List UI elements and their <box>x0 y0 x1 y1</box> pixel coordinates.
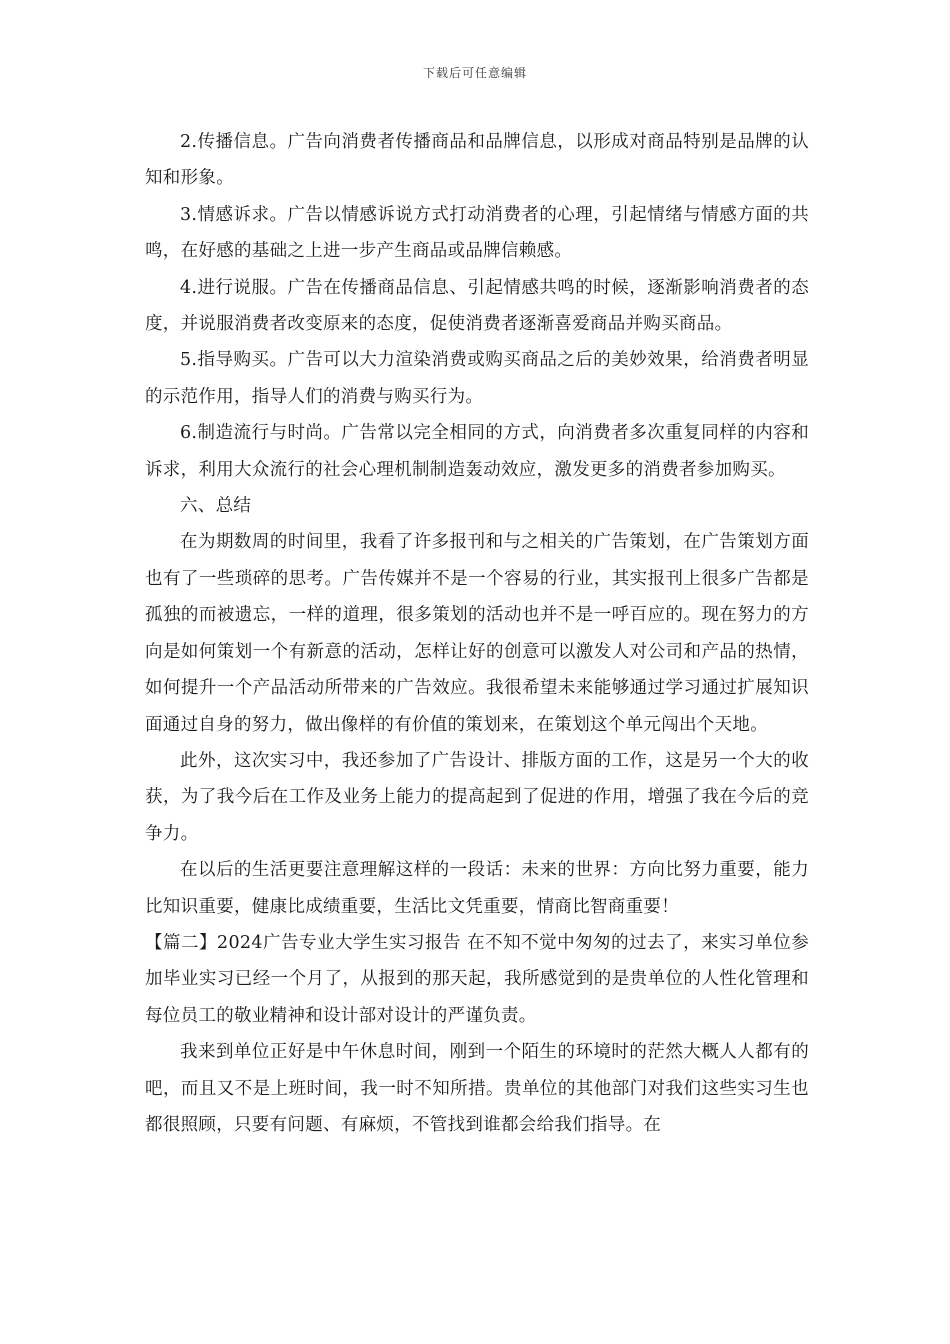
paragraph-create-trends: 6.制造流行与时尚。广告常以完全相同的方式，向消费者多次重复同样的内容和诉求，利用大众流行的社会心理机制制造轰动效应，激发更多的消费者参加购买。 <box>145 423 809 480</box>
paragraph-emotional-appeal: 3.情感诉求。广告以情感诉说方式打动消费者的心理，引起情绪与情感方面的共鸣，在好感的基础之上进一步产生商品或品牌信赖感。 <box>145 204 809 262</box>
document-body <box>145 124 809 1143</box>
page-header: 下载后可任意编辑 <box>422 66 527 80</box>
paragraph-arrival: 我来到单位正好是中午休息时间，刚到一个陌生的环境时的茫然大概人人都有的吧，而且又不是上班时间，我一时不知所措。贵单位的其他部门对我们这些实习生也都很照顾，只要有问题、有麻烦，不管找到谁都会给我们指导。在 <box>145 1042 809 1135</box>
paragraph-life-motto: 在以后的生活更要注意理解这样的一段话：未来的世界：方向比努力重要，能力比知识重要，健康比成绩重要，生活比文凭重要，情商比智商重要！ <box>145 860 809 917</box>
section-heading-summary: 六、总结 <box>180 496 252 517</box>
paragraph-part-two-intro: 【篇二】2024广告专业大学生实习报告 在不知不觉中匆匆的过去了，来实习单位参加毕业实习已经一个月了，从报到的那天起，我所感觉到的是贵单位的人性化管理和每位员工的敬业精神和设计部对设计的严谨负责。 <box>145 932 809 1026</box>
paragraph-design-work: 此外，这次实习中，我还参加了广告设计、排版方面的工作，这是另一个大的收获，为了我今后在工作及业务上能力的提高起到了促进的作用，增强了我在今后的竞争力。 <box>145 750 809 844</box>
paragraph-purchase-guidance: 5.指导购买。广告可以大力渲染消费或购买商品之后的美妙效果，给消费者明显的示范作用，指导人们的消费与购买行为。 <box>145 350 809 407</box>
paragraph-persuasion: 4.进行说服。广告在传播商品信息、引起情感共鸣的时候，逐渐影响消费者的态度，并说服消费者改变原来的态度，促使消费者逐渐喜爱商品并购买商品。 <box>145 277 809 335</box>
paragraph-summary-reflection: 在为期数周的时间里，我看了许多报刊和与之相关的广告策划，在广告策划方面也有了一些琐碎的思考。广告传媒并不是一个容易的行业，其实报刊上很多广告都是孤独的而被遗忘，一样的道理，很多策划的活动也并不是一呼百应的。现在努力的方向是如何策划一个有新意的活动，怎样让好的创意可以激发人对公司和产品的热情，如何提升一个产品活动所带来的广告效应。我很希望未来能够通过学习通过扩展知识面通过自身的努力，做出像样的有价值的策划来，在策划这个单元闯出个天地。 <box>145 532 809 735</box>
paragraph-spread-information: 2.传播信息。广告向消费者传播商品和品牌信息，以形成对商品特别是品牌的认知和形象。 <box>145 132 809 189</box>
